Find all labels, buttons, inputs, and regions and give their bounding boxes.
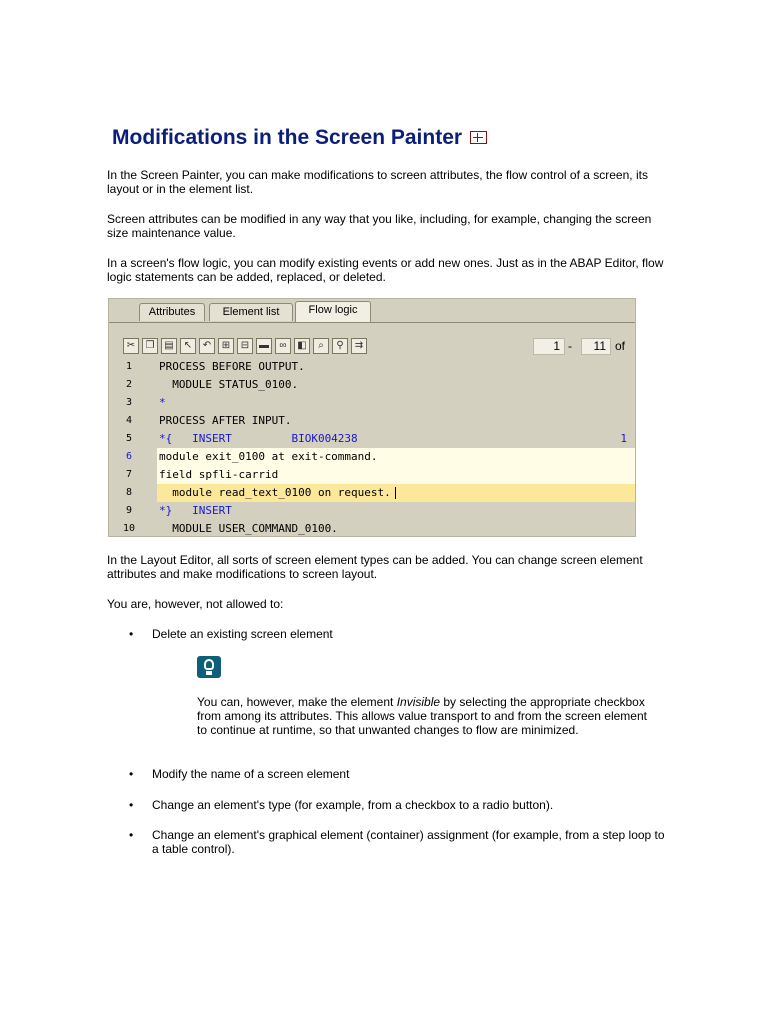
- tab-bar: [109, 299, 635, 324]
- paragraph-flow-logic: In a screen's flow logic, you can modify existing events or add new ones. Just as in the ABAP Editor, flow logic statements can be added, replaced, or deleted.: [107, 256, 664, 284]
- line-number: 1: [125, 361, 133, 372]
- line-number: 8: [125, 487, 133, 498]
- page-title-text: Modifications in the Screen Painter: [112, 126, 463, 149]
- paragraph-layout-editor: In the Layout Editor, all sorts of screen element types can be added. You can change screen element attributes and make modifications to screen layout.: [107, 553, 643, 581]
- note-emphasis: Invisible: [396, 695, 441, 709]
- line-number: 3: [125, 397, 133, 408]
- code-line: [109, 502, 635, 520]
- note-text-after: by selecting the appropriate checkbox from among its attributes. This allows value transport to and from the screen element to continue at runtime, so that unwanted changes to flow are minimized.: [197, 695, 647, 737]
- tab-attributes[interactable]: Attributes: [139, 303, 205, 321]
- line-text-content: module read_text_0100 on request.: [159, 486, 391, 499]
- line-number: 9: [125, 505, 133, 516]
- lightbulb-icon: [197, 656, 221, 678]
- line-from-field[interactable]: 1: [533, 338, 565, 355]
- find-icon[interactable]: ⌕: [313, 338, 329, 354]
- line-text: MODULE USER_COMMAND_0100.: [159, 522, 338, 535]
- line-number: 6: [125, 451, 133, 462]
- code-line: [109, 376, 635, 394]
- cut-icon[interactable]: ✂: [123, 338, 139, 354]
- editor-toolbar: [109, 335, 635, 357]
- tab-element-list[interactable]: Element list: [209, 303, 293, 321]
- note-text-before: You can, however, make the element: [197, 695, 397, 709]
- line-number: 10: [122, 523, 136, 534]
- tab-flow-logic[interactable]: Flow logic: [295, 301, 371, 322]
- list-item: [129, 767, 669, 783]
- list-item-text: Change an element's type (for example, from a checkbox to a radio button).: [152, 798, 554, 812]
- line-number: 5: [125, 433, 133, 444]
- line-counter: 1: [620, 432, 627, 445]
- link-icon[interactable]: ∞: [275, 338, 291, 354]
- delete-line-icon[interactable]: ⊟: [237, 338, 253, 354]
- code-line: [125, 466, 635, 484]
- list-item-text: Modify the name of a screen element: [152, 767, 350, 781]
- copy-icon[interactable]: ❐: [142, 338, 158, 354]
- line-number: 4: [125, 415, 133, 426]
- line-text: *{ INSERT BIOK004238: [159, 432, 358, 445]
- binoculars-icon[interactable]: ⚲: [332, 338, 348, 354]
- paragraph-not-allowed: You are, however, not allowed to:: [107, 597, 284, 611]
- line-text: PROCESS AFTER INPUT.: [159, 414, 292, 427]
- line-text: MODULE STATUS_0100.: [159, 378, 299, 391]
- select-icon[interactable]: ↖: [180, 338, 196, 354]
- paragraph-intro: In the Screen Painter, you can make modifications to screen attributes, the flow control of a screen, its layout or in the element list.: [107, 168, 648, 196]
- hint-note: [197, 695, 647, 737]
- line-number: 7: [125, 469, 133, 480]
- code-line: [109, 412, 635, 430]
- screen-painter-screenshot: [108, 298, 636, 537]
- block-icon[interactable]: ▬: [256, 338, 272, 354]
- find-next-icon[interactable]: ⇉: [351, 338, 367, 354]
- list-item: [129, 798, 669, 814]
- page-title: [112, 126, 487, 150]
- list-item-text: Delete an existing screen element: [152, 627, 333, 641]
- paragraph-attributes: Screen attributes can be modified in any way that you like, including, for example, changing the screen size maintenance value.: [107, 212, 652, 240]
- line-number: 2: [125, 379, 133, 390]
- insert-line-icon[interactable]: ⊞: [218, 338, 234, 354]
- list-item: [129, 627, 669, 643]
- code-line: [109, 430, 635, 448]
- bullet: •: [129, 828, 134, 842]
- text-cursor: [395, 487, 396, 499]
- code-line-current: [125, 484, 635, 502]
- bullet: •: [129, 767, 134, 781]
- line-separator: -: [568, 339, 572, 353]
- code-line: [125, 448, 635, 466]
- line-of-label: of: [615, 339, 626, 353]
- code-line: [109, 358, 635, 376]
- bullet: •: [129, 798, 134, 812]
- expand-icon[interactable]: [470, 131, 487, 144]
- line-text: PROCESS BEFORE OUTPUT.: [159, 360, 305, 373]
- undo-icon[interactable]: ↶: [199, 338, 215, 354]
- paste-icon[interactable]: ▤: [161, 338, 177, 354]
- line-text: *} INSERT: [159, 504, 232, 517]
- list-item: [129, 828, 669, 858]
- code-line: [109, 520, 635, 537]
- line-text: [159, 484, 396, 502]
- buffer-icon[interactable]: ◧: [294, 338, 310, 354]
- line-to-field[interactable]: 11: [581, 338, 611, 355]
- line-text: field spfli-carrid: [159, 468, 279, 481]
- list-item-text: Change an element's graphical element (container) assignment (for example, from a step loop to a table control).: [152, 828, 665, 856]
- bullet: •: [129, 627, 134, 641]
- code-line: [109, 394, 635, 412]
- line-text: module exit_0100 at exit-command.: [159, 450, 378, 463]
- line-text: *: [159, 396, 166, 409]
